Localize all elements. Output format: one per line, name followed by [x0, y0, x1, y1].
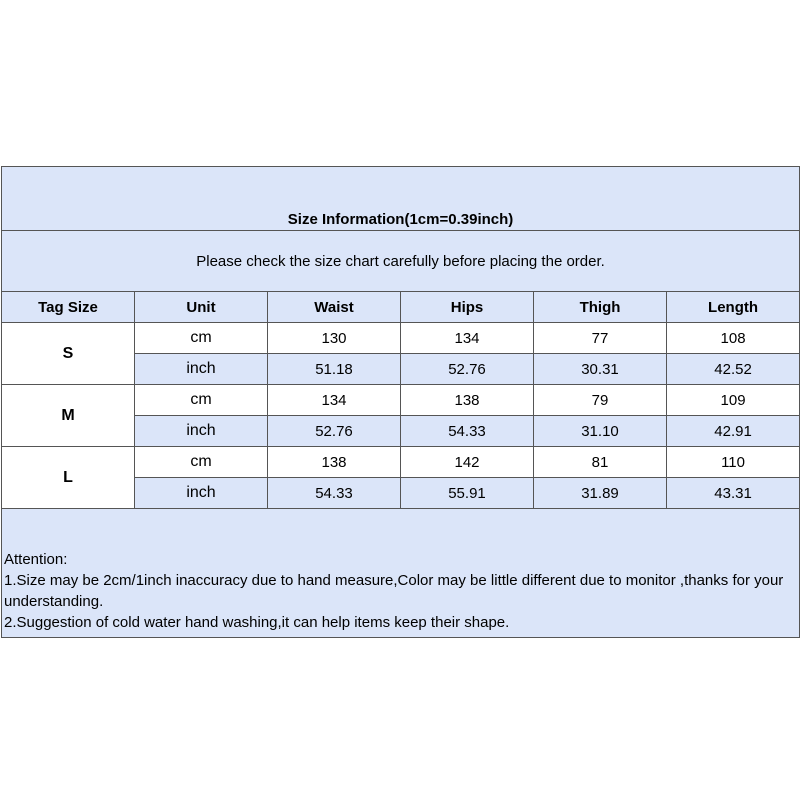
attention-line-1: 1.Size may be 2cm/1inch inaccuracy due to hand measure,Color may be little different due to monitor ,thanks for your understanding.	[4, 572, 784, 610]
length-cell: 42.91	[667, 416, 800, 447]
table-row	[2, 447, 800, 478]
size-label-m: M	[2, 385, 135, 447]
hips-cell: 55.91	[401, 478, 534, 509]
header-tag-size: Tag Size	[2, 292, 135, 323]
title-row	[2, 167, 800, 231]
waist-cell: 54.33	[268, 478, 401, 509]
table-row	[2, 323, 800, 354]
hips-cell: 134	[401, 323, 534, 354]
unit-cell: cm	[135, 447, 268, 478]
header-length: Length	[667, 292, 800, 323]
header-row	[2, 292, 800, 323]
thigh-cell: 31.10	[534, 416, 667, 447]
attention-heading: Attention:	[4, 551, 68, 568]
chart-note: Please check the size chart carefully before placing the order.	[2, 231, 800, 292]
length-cell: 42.52	[667, 354, 800, 385]
waist-cell: 138	[268, 447, 401, 478]
length-cell: 43.31	[667, 478, 800, 509]
unit-cell: cm	[135, 323, 268, 354]
waist-cell: 130	[268, 323, 401, 354]
size-chart	[1, 166, 799, 634]
header-thigh: Thigh	[534, 292, 667, 323]
thigh-cell: 79	[534, 385, 667, 416]
table-row	[2, 385, 800, 416]
hips-cell: 52.76	[401, 354, 534, 385]
hips-cell: 54.33	[401, 416, 534, 447]
length-cell: 109	[667, 385, 800, 416]
thigh-cell: 31.89	[534, 478, 667, 509]
header-waist: Waist	[268, 292, 401, 323]
thigh-cell: 30.31	[534, 354, 667, 385]
hips-cell: 138	[401, 385, 534, 416]
hips-cell: 142	[401, 447, 534, 478]
unit-cell: inch	[135, 354, 268, 385]
waist-cell: 134	[268, 385, 401, 416]
length-cell: 110	[667, 447, 800, 478]
size-table	[1, 166, 800, 638]
thigh-cell: 77	[534, 323, 667, 354]
unit-cell: inch	[135, 478, 268, 509]
waist-cell: 52.76	[268, 416, 401, 447]
header-unit: Unit	[135, 292, 268, 323]
chart-title: Size Information(1cm=0.39inch)	[2, 167, 800, 231]
attention-row	[2, 509, 800, 638]
header-hips: Hips	[401, 292, 534, 323]
attention-notes	[2, 509, 800, 638]
note-row	[2, 231, 800, 292]
thigh-cell: 81	[534, 447, 667, 478]
waist-cell: 51.18	[268, 354, 401, 385]
unit-cell: inch	[135, 416, 268, 447]
length-cell: 108	[667, 323, 800, 354]
unit-cell: cm	[135, 385, 268, 416]
attention-line-2: 2.Suggestion of cold water hand washing,it can help items keep their shape.	[4, 614, 510, 631]
size-label-s: S	[2, 323, 135, 385]
size-label-l: L	[2, 447, 135, 509]
